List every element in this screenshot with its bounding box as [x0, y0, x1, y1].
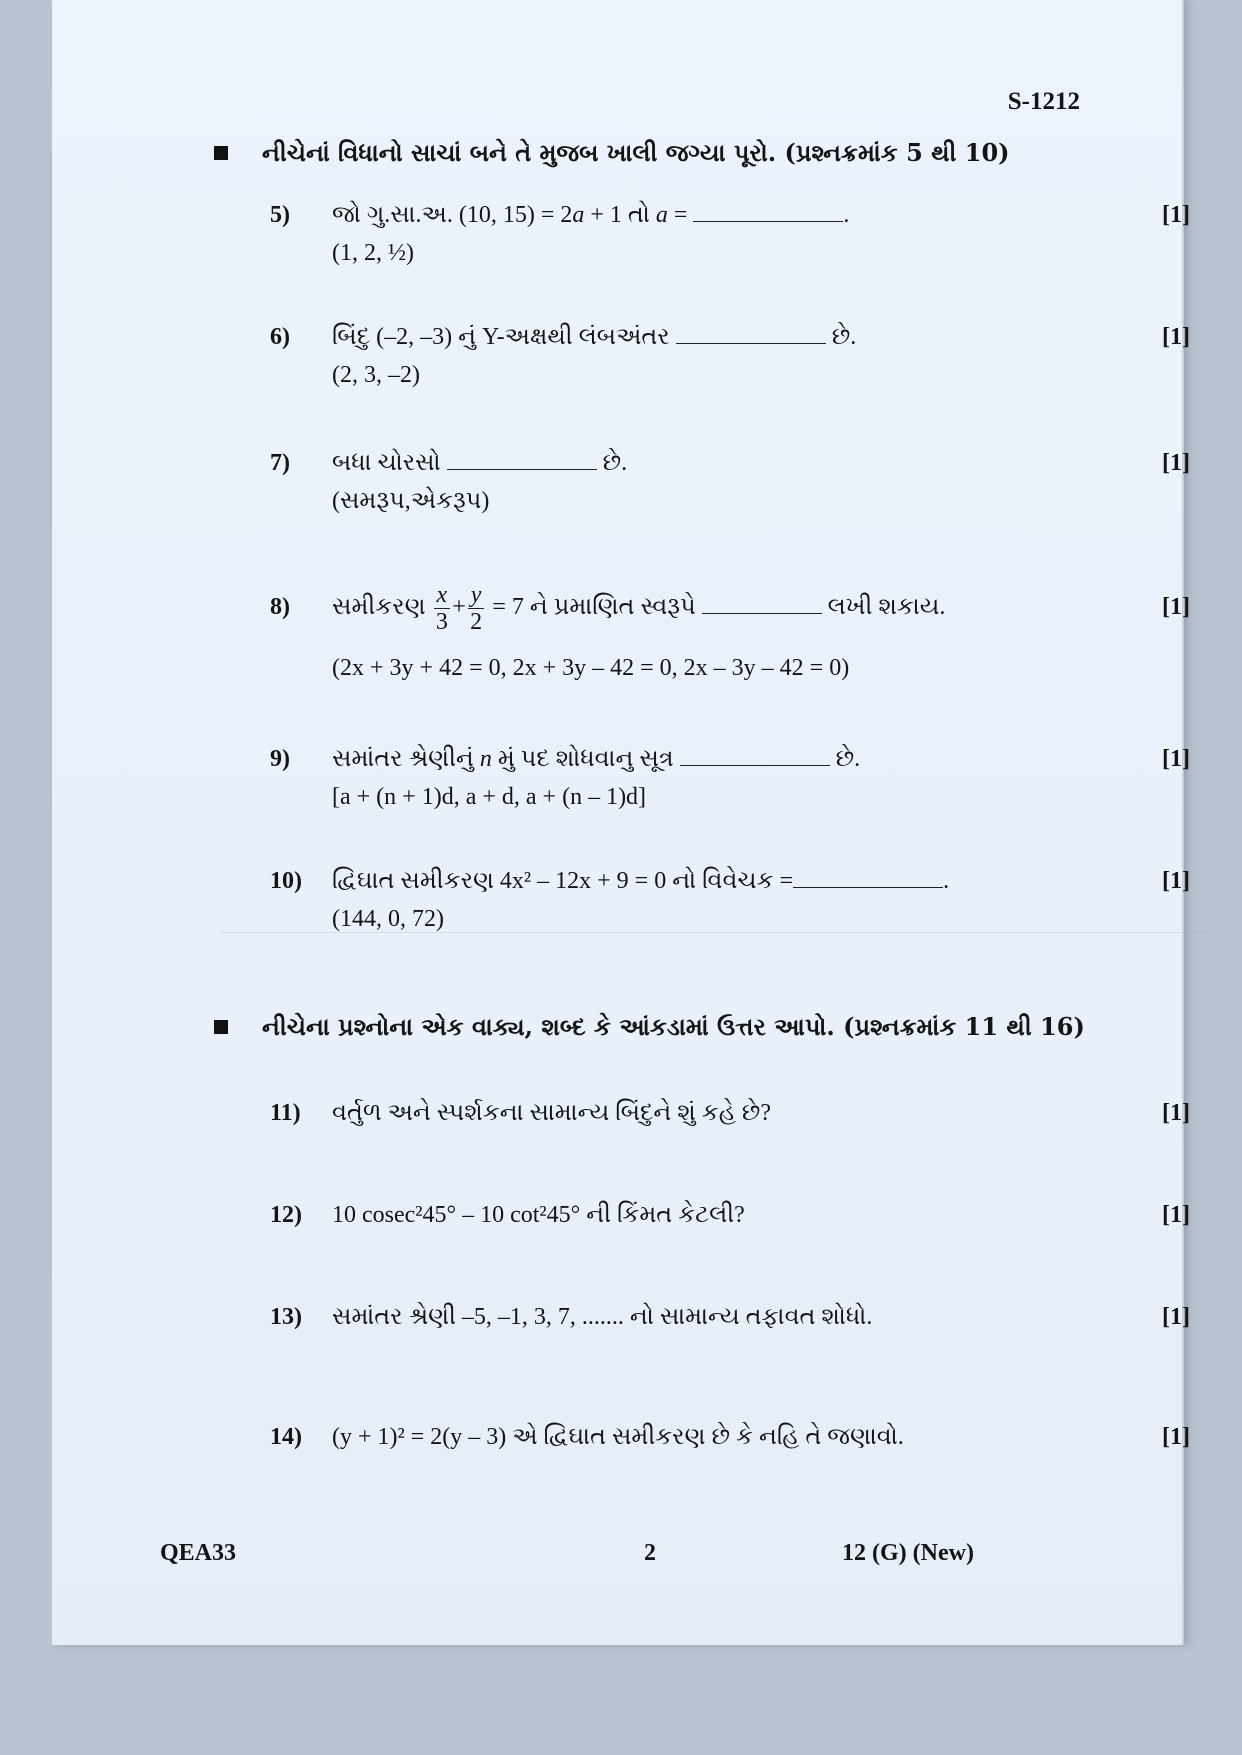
divider — [220, 932, 1210, 933]
question-text: દ્વિઘાત સમીકરણ 4x² – 12x + 9 = 0 નો વિવેચક = — [332, 868, 794, 894]
paper-code: S-1212 — [1007, 88, 1080, 115]
question-text: બિંદુ (–2, –3) નું Y-અક્ષથી લંબઅંતર — [332, 324, 670, 350]
marks: [1] — [1162, 1304, 1190, 1330]
question-number: 7) — [270, 450, 290, 476]
section-2-heading — [214, 1012, 1114, 1041]
question-number: 13) — [270, 1304, 302, 1330]
variable: a — [655, 202, 668, 228]
question-13 — [270, 1298, 1190, 1336]
answer-options: [a + (n + 1)d, a + d, a + (n – 1)d] — [332, 784, 647, 810]
answer-blank[interactable] — [702, 589, 822, 614]
marks: [1] — [1162, 202, 1190, 228]
marks: [1] — [1162, 594, 1190, 620]
answer-options: (144, 0, 72) — [332, 906, 444, 932]
question-text: સમાંતર શ્રેણીનું — [332, 746, 474, 772]
footer-code: QEA33 — [160, 1540, 237, 1566]
section-2-heading-text: નીચેના પ્રશ્નોના એક વાક્ય, શબ્દ કે આંકડામાં ઉત્તર આપો. (પ્રશ્નક્રમાંક 11 થી 16) — [262, 1012, 1085, 1041]
question-end: . — [943, 868, 950, 894]
question-11 — [270, 1094, 1190, 1132]
question-end: લખી શકાય. — [827, 594, 946, 620]
square-bullet-icon — [214, 146, 228, 160]
section-1-heading — [214, 138, 1114, 167]
question-text: વર્તુળ અને સ્પર્શકના સામાન્ય બિંદુને શું કહે છે? — [332, 1100, 771, 1126]
fraction-denominator: 2 — [470, 608, 483, 635]
question-text: = — [667, 202, 688, 228]
question-number: 6) — [270, 324, 290, 350]
square-bullet-icon — [214, 1020, 228, 1034]
answer-blank[interactable] — [676, 319, 826, 344]
question-10 — [270, 862, 1190, 938]
answer-options: (સમરૂપ,એકરૂપ) — [332, 488, 490, 514]
marks: [1] — [1162, 868, 1190, 894]
fraction-numerator: x — [434, 582, 451, 609]
question-text: બધા ચોરસો — [332, 450, 441, 476]
question-number: 14) — [270, 1424, 302, 1450]
plus-sign: + — [452, 594, 466, 620]
question-6 — [270, 318, 1190, 394]
answer-options: (1, 2, ½) — [332, 240, 414, 266]
footer-subject: 12 (G) (New) — [842, 1540, 974, 1566]
question-9 — [270, 740, 1190, 816]
question-text: (y + 1)² = 2(y – 3) એ દ્વિઘાત સમીકરણ છે કે નહિ તે જણાવો. — [332, 1424, 904, 1450]
question-14 — [270, 1418, 1190, 1456]
fraction-numerator: y — [468, 582, 485, 609]
question-text: + 1 તો — [584, 202, 656, 228]
question-8 — [270, 576, 1190, 688]
answer-options: (2, 3, –2) — [332, 362, 420, 388]
fraction-y-over-2 — [468, 582, 485, 635]
question-number: 8) — [270, 594, 290, 620]
question-end: છે. — [602, 450, 628, 476]
question-text: જો ગુ.સા.અ. (10, 15) = 2 — [332, 202, 573, 228]
marks: [1] — [1162, 1202, 1190, 1228]
fraction-denominator: 3 — [435, 608, 448, 635]
question-end: છે. — [831, 324, 857, 350]
question-7 — [270, 444, 1190, 520]
question-12 — [270, 1196, 1190, 1234]
question-end: છે. — [835, 746, 861, 772]
answer-blank[interactable] — [447, 445, 597, 470]
question-text: = 7 ને પ્રમાણિત સ્વરૂપે — [492, 594, 696, 620]
exam-page — [52, 0, 1190, 1645]
answer-options: (2x + 3y + 42 = 0, 2x + 3y – 42 = 0, 2x – 3y – 42 = 0) — [332, 655, 850, 681]
question-5 — [270, 196, 1190, 272]
question-number: 10) — [270, 868, 302, 894]
question-end: . — [843, 202, 850, 228]
marks: [1] — [1162, 1424, 1190, 1450]
marks: [1] — [1162, 324, 1190, 350]
answer-blank[interactable] — [793, 863, 943, 888]
question-text: 10 cosec²45° – 10 cot²45° ની કિંમત કેટલી? — [332, 1202, 745, 1228]
question-number: 5) — [270, 202, 290, 228]
question-text: સમીકરણ — [332, 594, 426, 620]
marks: [1] — [1162, 1100, 1190, 1126]
fraction-x-over-3 — [434, 582, 451, 635]
section-1-heading-text: નીચેનાં વિધાનો સાચાં બને તે મુજબ ખાલી જગ્યા પૂરો. (પ્રશ્નક્રમાંક 5 થી 10) — [262, 138, 1010, 167]
page-number: 2 — [644, 1540, 656, 1566]
answer-blank[interactable] — [680, 741, 830, 766]
question-number: 9) — [270, 746, 290, 772]
marks: [1] — [1162, 450, 1190, 476]
question-number: 12) — [270, 1202, 302, 1228]
question-number: 11) — [270, 1100, 301, 1126]
variable: n — [479, 746, 492, 772]
question-text: સમાંતર શ્રેણી –5, –1, 3, 7, ....... નો સામાન્ય તફાવત શોધો. — [332, 1304, 873, 1330]
variable: a — [572, 202, 585, 228]
marks: [1] — [1162, 746, 1190, 772]
answer-blank[interactable] — [693, 197, 843, 222]
question-text: મું પદ શોધવાનુ સૂત્ર — [497, 746, 674, 772]
